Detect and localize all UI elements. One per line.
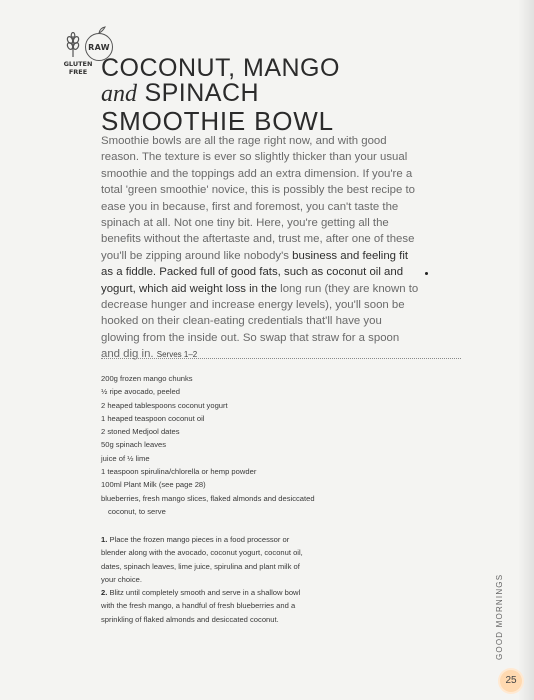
recipe-title: [101, 56, 421, 134]
ingredient-list: [101, 372, 331, 518]
intro-part-1: Smoothie bowls are all the rage right now, and with good reason. The texture is ever so slightly thicker than your usual smoothie and the toppings add an extra dimension. If you're a total 'green smoothie' novice, this is possibly the best recipe to ease you in because, first and foremost, you can't taste the spinach at all. Not one tiny bit. Here, you're getting all the benefits without the aftertaste and, trust me, after one of these you'll be zipping around like nobody's: [101, 135, 415, 262]
ingredient-item: 1 heaped teaspoon coconut oil: [101, 413, 205, 423]
gluten-free-badge: [60, 60, 96, 76]
raw-badge-label: RAW: [88, 42, 110, 52]
method-step: [101, 586, 306, 626]
title-line-2: [101, 81, 421, 107]
ingredient-item: juice of ½ lime: [101, 453, 150, 463]
ingredient-item: 2 heaped tablespoons coconut yogurt: [101, 400, 228, 410]
step-number: 1.: [101, 535, 108, 544]
ingredient-item: 200g frozen mango chunks: [101, 374, 193, 383]
ingredient-item: 2 stoned Medjool dates: [101, 427, 180, 437]
intro-part-3: long run (they are known to decrease hunger and increase energy levels), you'll soon be hooked on their clean-eating credentials that'll have you glowing from the inside out. So swap that straw for a spoon and dig in.: [101, 282, 419, 361]
ingredient-item: 1 teaspoon spirulina/chlorella or hemp powder: [101, 467, 257, 477]
title-spinach: SPINACH: [137, 79, 260, 107]
title-line-3: SMOOTHIE BOWL: [101, 106, 334, 136]
ingredient-item: ½ ripe avocado, peeled: [101, 387, 180, 397]
step-number: 2.: [101, 588, 108, 598]
dotted-divider: [101, 358, 461, 359]
title-line-1: COCONUT, MANGO: [101, 54, 340, 82]
print-speck: [425, 272, 428, 275]
method-steps: [101, 533, 306, 626]
page-edge-shadow: [518, 0, 534, 700]
gluten-label: GLUTEN: [63, 60, 93, 68]
serves-note: Serves 1–2: [156, 350, 198, 360]
ingredient-item: 100ml Plant Milk (see page 28): [101, 480, 206, 490]
step-text: Blitz until completely smooth and serve in a shallow bowl with the fresh mango, a handful of fresh blueberries and a sprinkling of flaked almonds and desiccated coconut.: [101, 588, 301, 624]
title-and: and: [101, 81, 137, 107]
step-text: Place the frozen mango pieces in a food processor or blender along with the avocado, coconut yogurt, coconut oil, dates, spinach leaves, lime juice, spirulina and plant milk of your choice.: [101, 535, 303, 584]
section-label: GOOD MORNINGS: [495, 573, 504, 660]
method-step: [101, 533, 306, 586]
free-label: FREE: [68, 68, 88, 76]
ingredient-item: 50g spinach leaves: [101, 440, 167, 450]
intro-part-2: business and feeling fit as a fiddle. Packed full of good fats, such as coconut oil and yogurt, which aid weight loss in the: [101, 249, 409, 295]
ingredient-item: blueberries, fresh mango slices, flaked almonds and desiccated coconut, to serve: [101, 493, 315, 516]
page-number: 25: [500, 670, 522, 692]
recipe-intro: [101, 133, 419, 364]
wheat-icon: [63, 32, 83, 58]
